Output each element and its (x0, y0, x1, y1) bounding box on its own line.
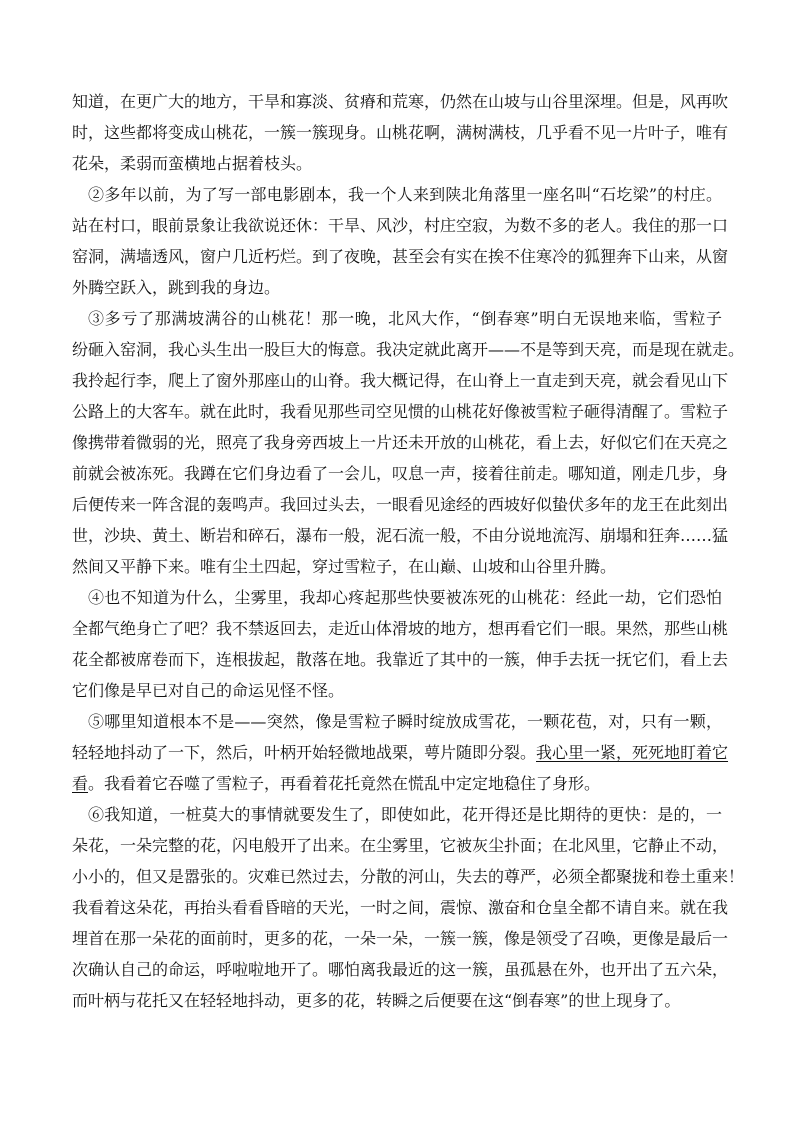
text-line: 外腾空跃入，跳到我的身边。 (72, 278, 281, 297)
text-line: 后便传来一阵含混的轰鸣声。我回过头去，一眼看见途经的西坡好似蛰伏多年的龙王在此刻出 (72, 495, 729, 514)
text-line: 前就会被冻死。我蹲在它们身边看了一会儿，叹息一声，接着往前走。哪知道，刚走几步，身 (72, 464, 729, 483)
text-line: 窑洞，满墙透风，窗户几近朽烂。到了夜晚，甚至会有实在挨不住寒冷的狐狸奔下山来，从窗 (72, 247, 729, 266)
text-line: 公路上的大客车。就在此时，我看见那些司空见惯的山桃花好像被雪粒子砸得清醒了。雪粒子 (72, 402, 729, 421)
paragraph-4 (72, 582, 729, 706)
paragraph-6 (72, 799, 745, 1016)
text-line: 我拎起行李，爬上了窗外那座山的山脊。我大概记得，在山脊上一直走到天亮，就会看见山下 (72, 371, 729, 390)
text-line: 像携带着微弱的光，照亮了我身旁西坡上一片还未开放的山桃花，看上去，好似它们在天亮之 (72, 433, 729, 452)
text-line: 站在村口，眼前景象让我欲说还休：干旱、风沙，村庄空寂，为数不多的老人。我住的那一口 (72, 216, 729, 235)
underlined-sentence: 我心里一紧，死死地盯着它 (536, 743, 729, 762)
text-line: ③多亏了那满坡满谷的山桃花！那一晚，北风大作，“倒春寒”明白无误地来临，雪粒子 (88, 309, 722, 328)
text-line: ②多年以前，为了写一部电影剧本，我一个人来到陕北角落里一座名叫“石圪梁”的村庄。 (88, 185, 722, 204)
text-line: 埋首在那一朵花的面前时，更多的花，一朵一朵，一簇一簇，像是领受了召唤，更像是最后一 (72, 929, 729, 948)
text-segment: 。我看着它吞噬了雪粒子，再看着花托竟然在慌乱中定定地稳住了身形。 (88, 774, 601, 793)
paragraph-1 (72, 86, 729, 179)
text-line: 花朵，柔弱而蛮横地占据着枝头。 (72, 154, 313, 173)
text-line: ⑤哪里知道根本不是——突然，像是雪粒子瞬时绽放成雪花，一颗花苞，对，只有一颗， (88, 712, 722, 731)
text-line: 次确认自己的命运，呼啦啦地开了。哪怕离我最近的这一簇，虽孤悬在外，也开出了五六朵， (72, 960, 729, 979)
text-line: 全都气绝身亡了吧？我不禁返回去，走近山体滑坡的地方，想再看它们一眼。果然，那些山桃 (72, 619, 729, 638)
paragraph-3 (72, 303, 745, 582)
paragraph-5 (72, 706, 729, 799)
text-line: 我看着这朵花，再抬头看看昏暗的天光，一时之间，震惊、激奋和仓皇全都不请自来。就在我 (72, 898, 729, 917)
text-line: 花全都被席卷而下，连根拔起，散落在地。我靠近了其中的一簇，伸手去抚一抚它们，看上去 (72, 650, 729, 669)
text-line: 然间又平静下来。唯有尘土四起，穿过雪粒子，在山巅、山坡和山谷里升腾。 (72, 557, 617, 576)
text-line (72, 768, 722, 799)
text-line: 它们像是早已对自己的命运见怪不怪。 (72, 681, 345, 700)
text-line: 而叶柄与花托又在轻轻地抖动，更多的花，转瞬之后便要在这“倒春寒”的世上现身了。 (72, 991, 681, 1010)
text-line: 小小的，但又是嚣张的。灾难已然过去，分散的河山，失去的尊严，必须全都聚拢和卷土重来！ (72, 867, 745, 886)
article-body (72, 86, 745, 1016)
text-line: 朵花，一朵完整的花，闪电般开了出来。在尘雾里，它被灰尘扑面；在北风里，它静止不动， (72, 836, 729, 855)
text-line: 时，这些都将变成山桃花，一簇一簇现身。山桃花啊，满树满枝，几乎看不见一片叶子，唯有 (72, 123, 729, 142)
paragraph-2 (72, 179, 729, 303)
underlined-sentence-end: 看 (72, 774, 89, 793)
text-line: ④也不知道为什么，尘雾里，我却心疼起那些快要被冻死的山桃花：经此一劫，它们恐怕 (88, 588, 722, 607)
text-line: 纷砸入窑洞，我心头生出一股巨大的悔意。我决定就此离开——不是等到天亮，而是现在就走。 (72, 340, 745, 359)
text-line: 知道，在更广大的地方，干旱和寡淡、贫瘠和荒寒，仍然在山坡与山谷里深埋。但是，风再吹 (72, 92, 729, 111)
text-line: 世，沙块、黄土、断岩和碎石，瀑布一般，泥石流一般，不由分说地流泻、崩塌和狂奔……猛 (72, 526, 729, 545)
text-segment: 轻轻地抖动了一下，然后，叶柄开始轻微地战栗，萼片随即分裂。 (72, 743, 537, 762)
text-line: ⑥我知道，一桩莫大的事情就要发生了，即使如此，花开得还是比期待的更快：是的，一 (88, 805, 722, 824)
text-line (72, 737, 729, 768)
